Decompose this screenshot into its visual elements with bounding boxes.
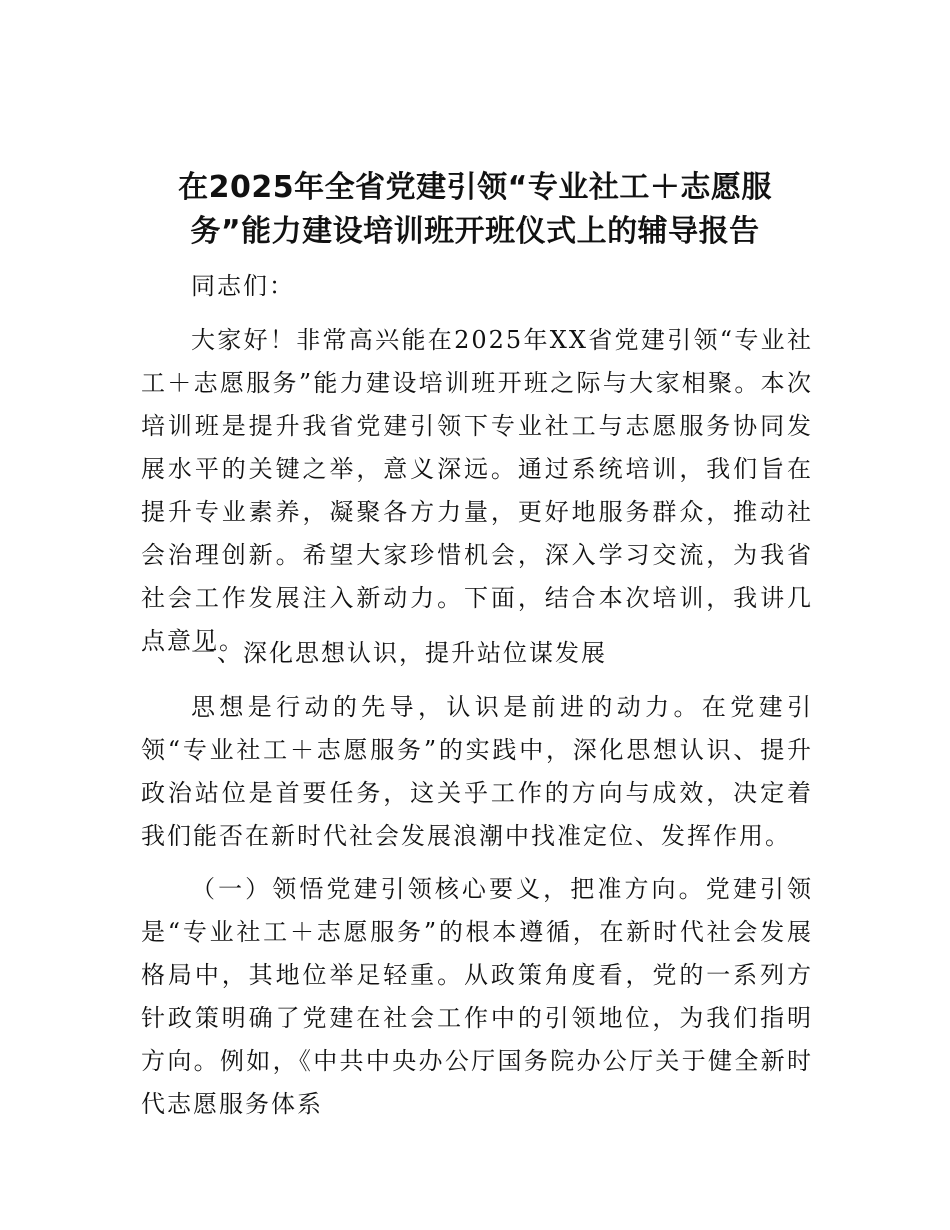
salutation: 同志们： [191, 272, 295, 300]
paragraph-opening: 大家好！非常高兴能在2025年XX省党建引领“专业社工＋志愿服务”能力建设培训班开班之际与大家相聚。本次培训班是提升我省党建引领下专业社工与志愿服务协同发展水平的关键之举，意义深远。通过系统培训，我们旨在提升专业素养，凝聚各方力量，更好地服务群众，推动社会治理创新。希望大家珍惜机会，深入学习交流，为我省社会工作发展注入新动力。下面，结合本次培训，我讲几点意见。 [141, 326, 813, 655]
paragraph-subsection-1: （一）领悟党建引领核心要义，把准方向。党建引领是“专业社工＋志愿服务”的根本遵循，在新时代社会发展格局中，其地位举足轻重。从政策角度看，党的一系列方针政策明确了党建在社会工作中的引领地位，为我们指明方向。例如，《中共中央办公厅国务院办公厅关于健全新时代志愿服务体系 [141, 875, 813, 1118]
document-title: 在2025年全省党建引领“专业社工＋志愿服务”能力建设培训班开班仪式上的辅导报告 [178, 170, 772, 249]
paragraph-section-1-intro: 思想是行动的先导，认识是前进的动力。在党建引领“专业社工＋志愿服务”的实践中，深化思想认识、提升政治站位是首要任务，这关乎工作的方向与成效，决定着我们能否在新时代社会发展浪潮中找准定位、发挥作用。 [141, 693, 813, 850]
section-heading-1: 一、深化思想认识，提升站位谋发展 [191, 639, 607, 667]
